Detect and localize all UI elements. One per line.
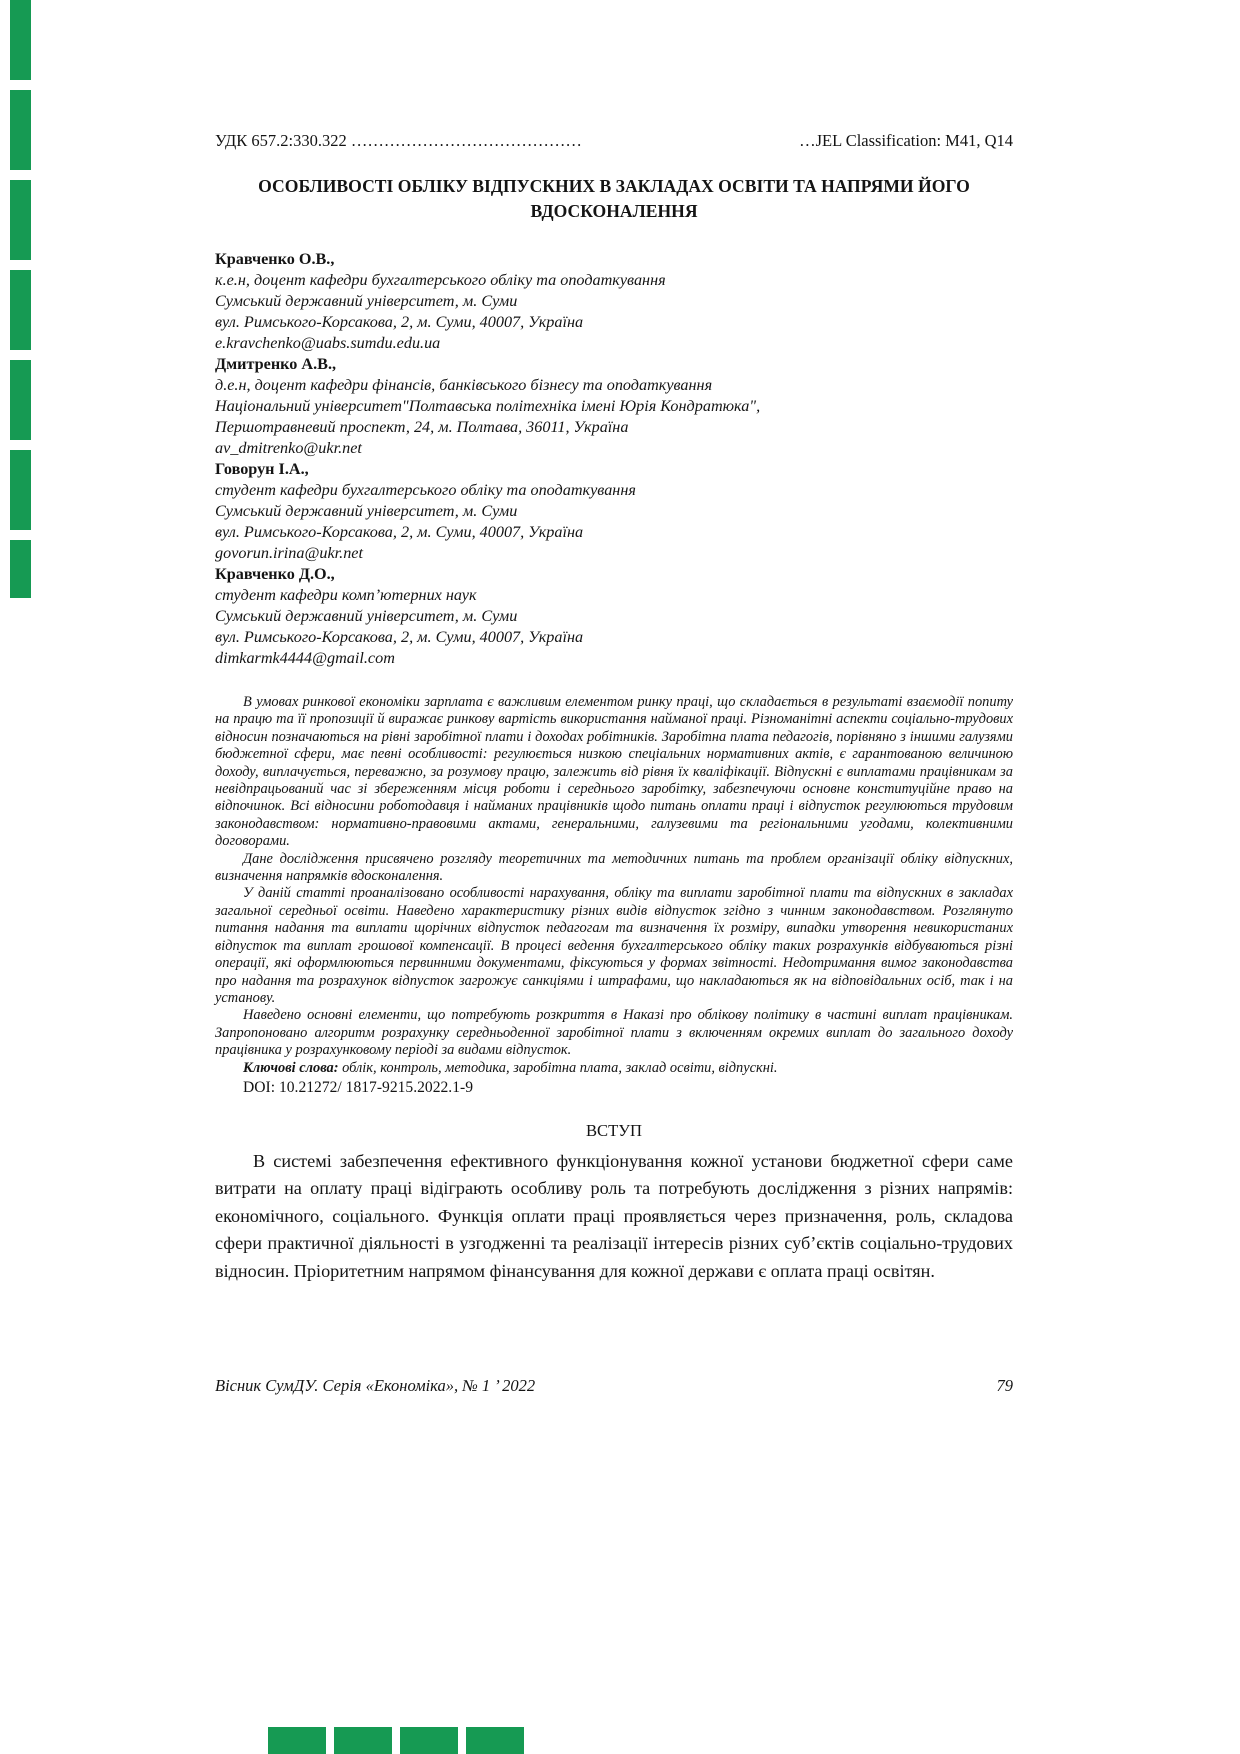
author-address: Першотравневий проспект, 24, м. Полтава, 36011, Україна xyxy=(215,418,629,436)
scan-artifact-bottom-strip xyxy=(268,1727,526,1754)
author-email: av_dmitrenko@ukr.net xyxy=(215,439,362,457)
scan-artifact-left-strip xyxy=(10,0,31,598)
jel-classification: …JEL Classification: M41, Q14 xyxy=(799,131,1013,150)
keywords-line xyxy=(215,1060,1013,1077)
udc-code: УДК 657.2:330.322 …………………………………… xyxy=(215,131,582,150)
journal-footer-title: Вісник СумДУ. Серія «Економіка», № 1 ’ 2022 xyxy=(215,1376,536,1395)
author-email: e.kravchenko@uabs.sumdu.edu.ua xyxy=(215,334,441,352)
author-block xyxy=(215,249,1013,354)
author-position: студент кафедри бухгалтерського обліку та оподаткування xyxy=(215,481,636,499)
author-position: к.е.н, доцент кафедри бухгалтерського обліку та оподаткування xyxy=(215,271,666,289)
abstract-block xyxy=(215,694,1013,1077)
page-number: 79 xyxy=(996,1376,1013,1395)
author-address: вул. Римського-Корсакова, 2, м. Суми, 40007, Україна xyxy=(215,628,584,646)
abstract-paragraph: У даній статті проаналізовано особливості нарахування, обліку та виплати заробітної плати та відпускних в закладах загальної середньої освіти. Наведено характеристику різних видів відпусток згідно з чинним законодавством. Розглянуто питання надання та виплати щорічних відпусток педагогам та визначення їх розміру, випадки утворення невикористаних відпусток та виплат грошової компенсації. В процесі ведення бухгалтерського обліку таких розрахунків відбуваються різні операції, які оформлюються первинними документами, фіксуються у формах звітності. Недотримання вимог законодавства про надання та розрахунок відпусток загрожує санкціями і штрафами, що накладаються як на відповідальних осіб, так і на установу. xyxy=(215,885,1013,1006)
author-name: Кравченко Д.О., xyxy=(215,565,335,583)
author-affiliation: Національний університет"Полтавська політехніка імені Юрія Кондратюка", xyxy=(215,397,761,415)
author-name: Говорун І.А., xyxy=(215,460,309,478)
abstract-paragraph: Дане дослідження присвячено розгляду теоретичних та методичних питань та проблем організації обліку відпускних, визначення напрямків вдосконалення. xyxy=(215,850,1013,885)
authors-block xyxy=(215,249,1013,669)
author-affiliation: Сумський державний університет, м. Суми xyxy=(215,502,518,520)
author-email: dimkarmk4444@gmail.com xyxy=(215,649,395,667)
author-name: Кравченко О.В., xyxy=(215,250,335,268)
author-affiliation: Сумський державний університет, м. Суми xyxy=(215,607,518,625)
author-block xyxy=(215,354,1013,459)
keywords-text: облік, контроль, методика, заробітна плата, заклад освіти, відпускні. xyxy=(338,1059,778,1076)
intro-paragraph: В системі забезпечення ефективного функціонування кожної установи бюджетної сфери саме витрати на оплату праці відіграють особливу роль та потребують дослідження з різних напрямів: економічного, соціального. Функція оплати праці проявляється через призначення, роль, складова сфери практичної діяльності в узгодженні та реалізації інтересів різних суб’єктів соціально-трудових відносин. Пріоритетним напрямом фінансування для кожної держави є оплата праці освітян. xyxy=(215,1150,1013,1281)
page-footer xyxy=(215,1376,1013,1396)
article-title: ОСОБЛИВОСТІ ОБЛІКУ ВІДПУСКНИХ В ЗАКЛАДАХ ОСВІТИ ТА НАПРЯМИ ЙОГО ВДОСКОНАЛЕННЯ xyxy=(258,176,970,221)
author-position: студент кафедри комп’ютерних наук xyxy=(215,586,477,604)
author-address: вул. Римського-Корсакова, 2, м. Суми, 40007, Україна xyxy=(215,313,584,331)
author-name: Дмитренко А.В., xyxy=(215,355,337,373)
author-address: вул. Римського-Корсакова, 2, м. Суми, 40007, Україна xyxy=(215,523,584,541)
abstract-paragraph: В умовах ринкової економіки зарплата є важливим елементом ринку праці, що складається в результаті взаємодії попиту на працю та її пропозиції й виражає ринкову вартість використання найманої праці. Різноманітні аспекти соціально-трудових відносин позначаються на рівні заробітної плати і доходах робітників. Заробітна плата педагогів, порівняно з іншими галузями бюджетної сфери, має певні особливості: регулюється низкою спеціальних нормативних актів, є гарантованою величиною доходу, виплачується, переважно, за розумову працю, залежить від рівня їх кваліфікації. Відпускні є виплатами працівникам за невідпрацьований час зі збереженням місця роботи і середнього заробітку, забезпечуючи основне конституційне право на відпочинок. Всі відносини роботодавця і найманих працівників щодо питань оплати праці і відпусток регулюються трудовим законодавством: нормативно-правовими актами, генеральними, галузевими та регіональними угодами, колективними договорами. xyxy=(215,694,1013,850)
author-block xyxy=(215,564,1013,669)
author-position: д.е.н, доцент кафедри фінансів, банківського бізнесу та оподаткування xyxy=(215,376,713,394)
header-row xyxy=(215,131,1013,151)
author-email: govorun.irina@ukr.net xyxy=(215,544,363,562)
section-heading-vstup: ВСТУП xyxy=(585,1120,642,1140)
author-block xyxy=(215,459,1013,564)
doi-line: DOI: 10.21272/ 1817-9215.2022.1-9 xyxy=(243,1078,473,1096)
keywords-label: Ключові слова: xyxy=(243,1059,339,1076)
author-affiliation: Сумський державний університет, м. Суми xyxy=(215,292,518,310)
page-content xyxy=(215,131,1013,1285)
abstract-paragraph: Наведено основні елементи, що потребують розкриття в Наказі про облікову політику в частині виплат працівникам. Запропоновано алгоритм розрахунку середньоденної заробітної плати з включенням окремих виплат до загального доходу працівника у розрахунковому періоді за видами відпусток. xyxy=(215,1007,1013,1059)
